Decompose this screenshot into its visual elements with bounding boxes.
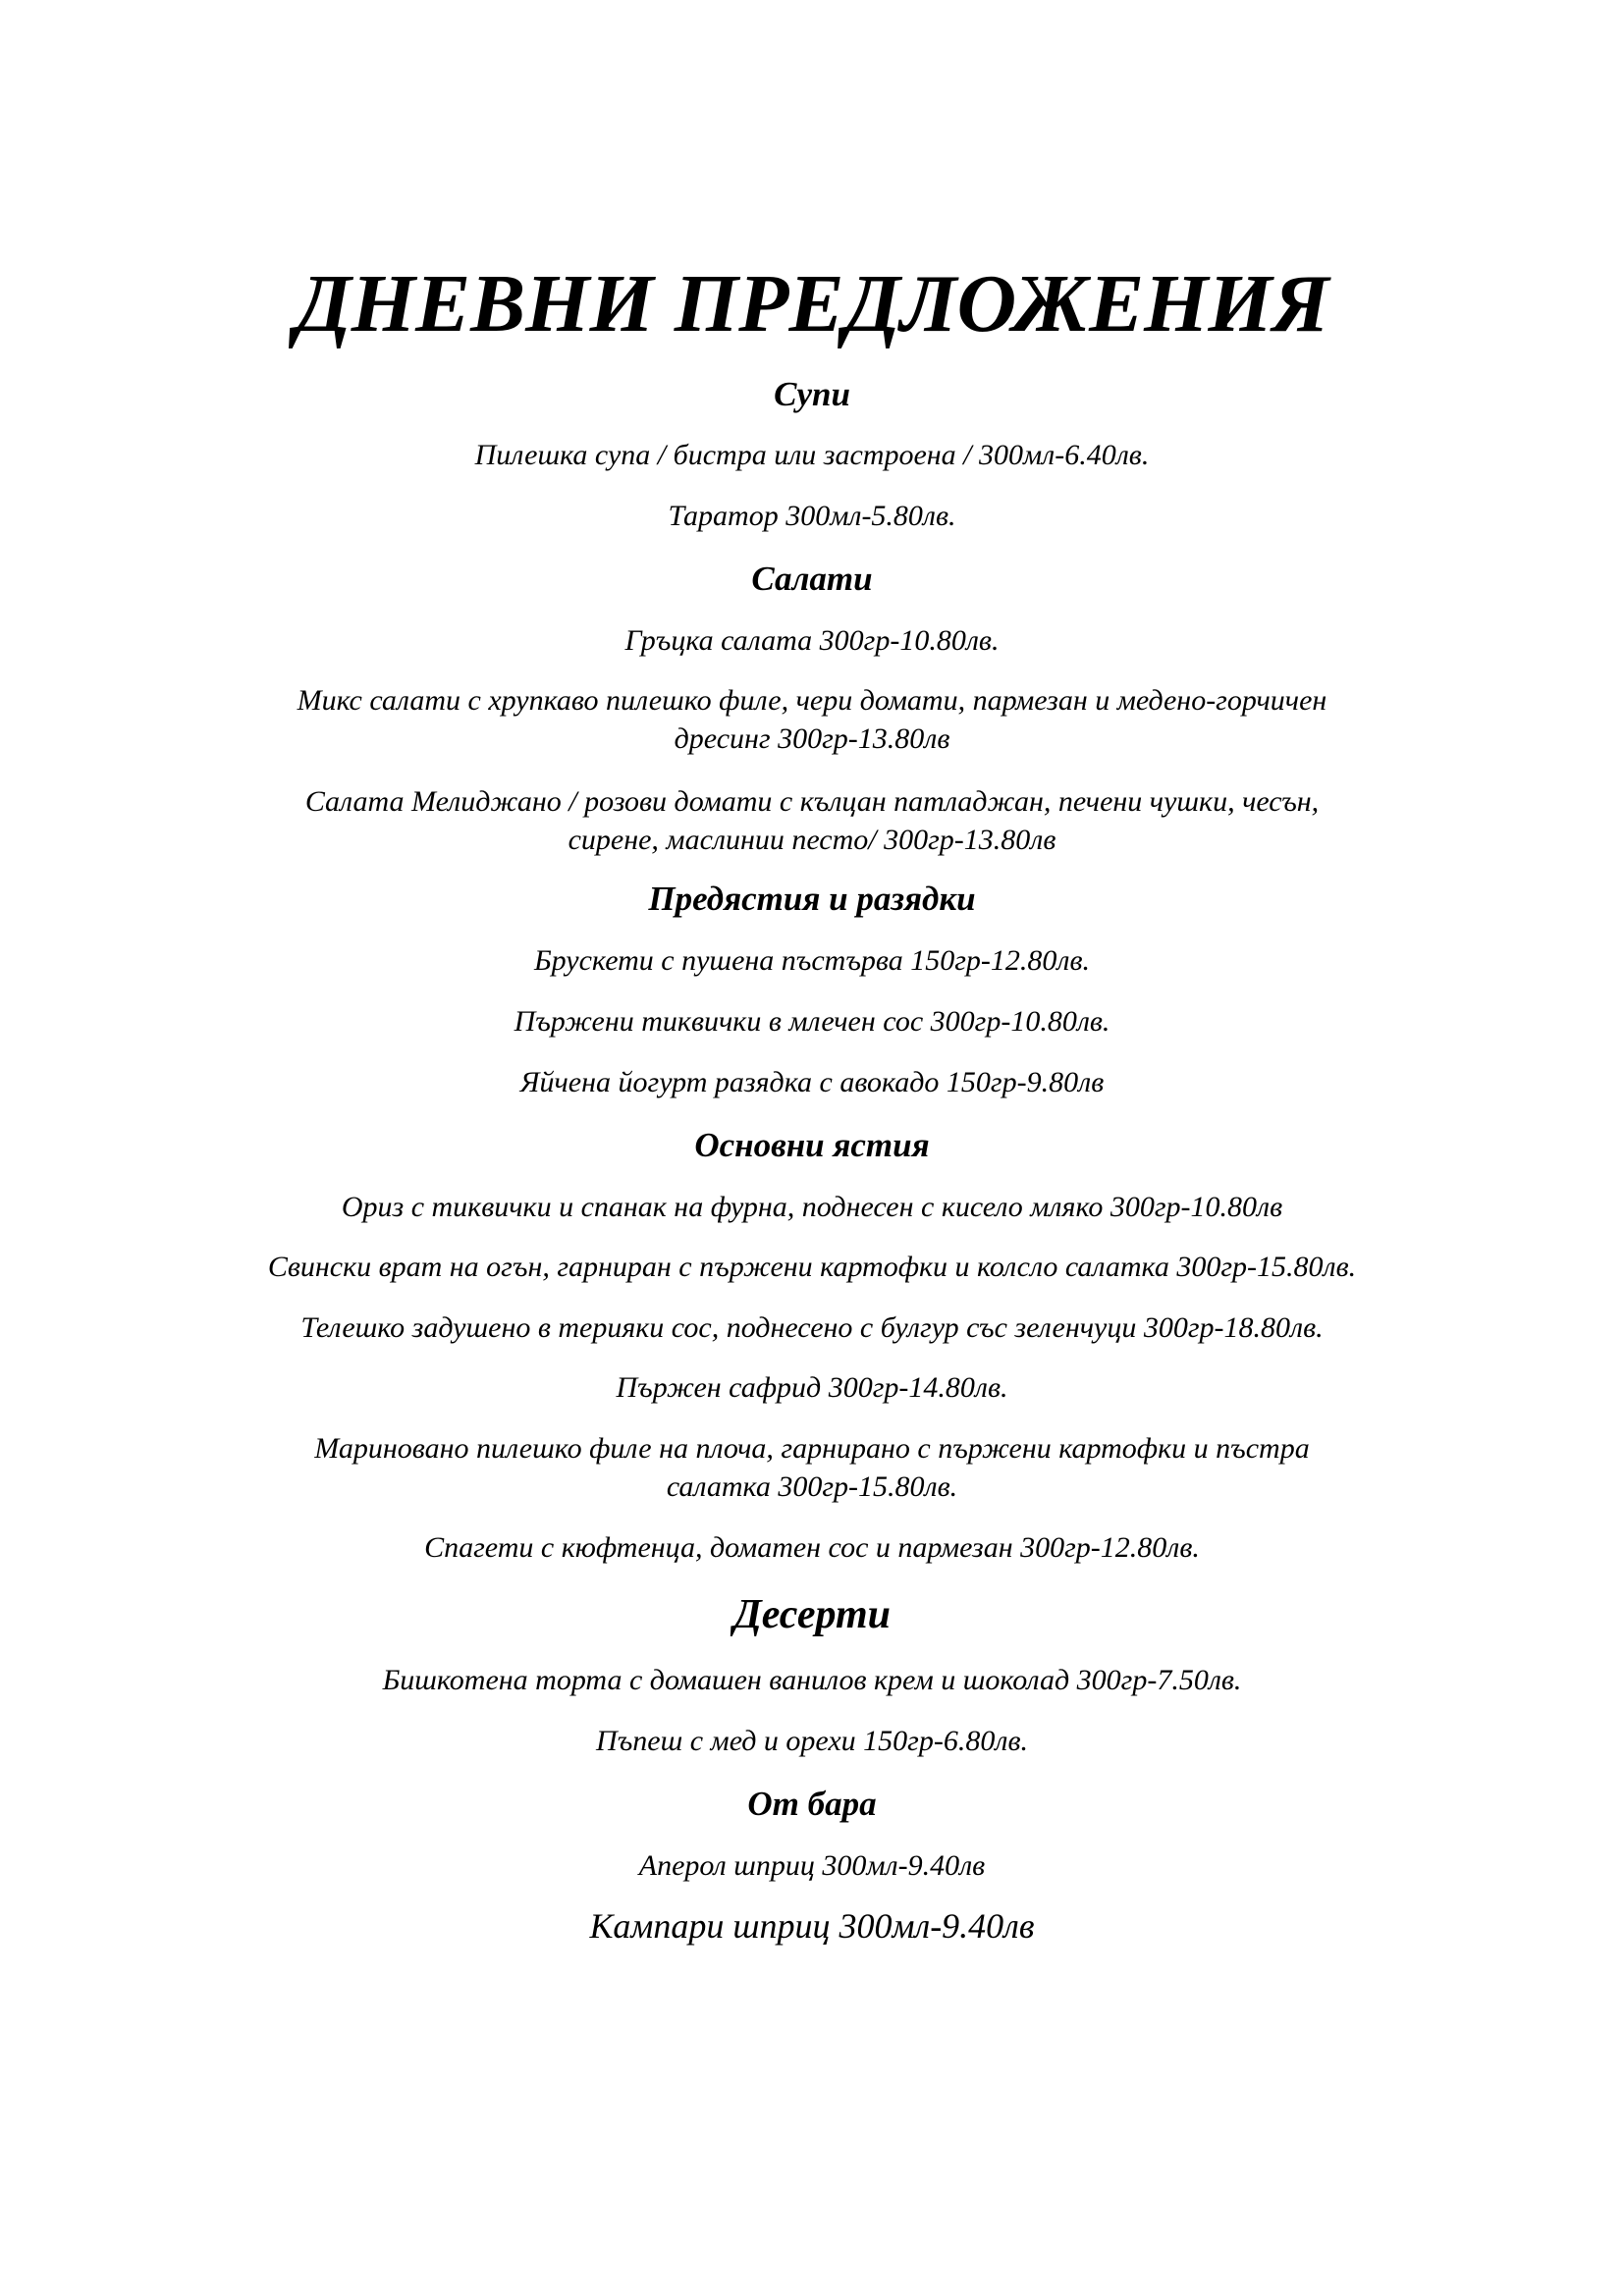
menu-item: Таратор 300мл-5.80лв. <box>668 500 956 532</box>
menu-item: Мариновано пилешко филе на плоча, гарнирано с пържени картофки и пъстра <box>314 1432 1310 1465</box>
menu-item: Ориз с тиквички и спанак на фурна, поднесен с кисело мляко 300гр-10.80лв <box>341 1191 1283 1223</box>
section-heading-salads: Салати <box>751 560 873 598</box>
menu-item: Яйчена йогурт разядка с авокадо 150гр-9.80лв <box>519 1066 1105 1098</box>
menu-item: Свински врат на огън, гарниран с пържени картофки и колсло салатка 300гр-15.80лв. <box>267 1251 1357 1283</box>
page-title: ДНЕВНИ ПРЕДЛОЖЕНИЯ <box>295 258 1329 349</box>
menu-item: Бишкотена торта с домашен ванилов крем и шоколад 300гр-7.50лв. <box>382 1664 1242 1696</box>
section-heading-soups: Супи <box>774 375 850 413</box>
menu-item: Аперол шприц 300мл-9.40лв <box>638 1849 986 1882</box>
menu-item: Микс салати с хрупкаво пилешко филе, чери домати, пармезан и медено-горчичен <box>297 684 1327 717</box>
menu-item: Пъпеш с мед и орехи 150гр-6.80лв. <box>596 1725 1028 1757</box>
menu-item: Салата Мелиджано / розови домати с кълцан патладжан, печени чушки, чесън, <box>304 785 1320 818</box>
menu-item: Телешко задушено в терияки сос, поднесено с булгур със зеленчуци 300гр-18.80лв. <box>300 1311 1324 1344</box>
menu-item: Кампари шприц 300мл-9.40лв <box>589 1906 1035 1946</box>
menu-item-continued: салатка 300гр-15.80лв. <box>666 1470 958 1503</box>
section-heading-desserts: Десерти <box>733 1592 891 1637</box>
menu-item: Спагети с кюфтенца, доматен сос и пармезан 300гр-12.80лв. <box>424 1531 1200 1564</box>
menu-item-continued: дресинг 300гр-13.80лв <box>674 722 950 755</box>
section-heading-main-courses: Основни ястия <box>694 1126 930 1164</box>
menu-item: Брускети с пушена пъстърва 150гр-12.80лв. <box>533 944 1090 977</box>
menu-item: Пържени тиквички в млечен сос 300гр-10.80лв. <box>514 1005 1110 1038</box>
menu-item-continued: сирене, маслинии песто/ 300гр-13.80лв <box>568 824 1056 856</box>
section-heading-bar: От бара <box>747 1785 877 1823</box>
menu-item: Пилешка супа / бистра или застроена / 300мл-6.40лв. <box>474 439 1150 471</box>
menu-item: Пържен сафрид 300гр-14.80лв. <box>616 1371 1008 1404</box>
menu-item: Гръцка салата 300гр-10.80лв. <box>624 624 1000 657</box>
section-heading-starters: Предястия и разядки <box>648 880 976 918</box>
